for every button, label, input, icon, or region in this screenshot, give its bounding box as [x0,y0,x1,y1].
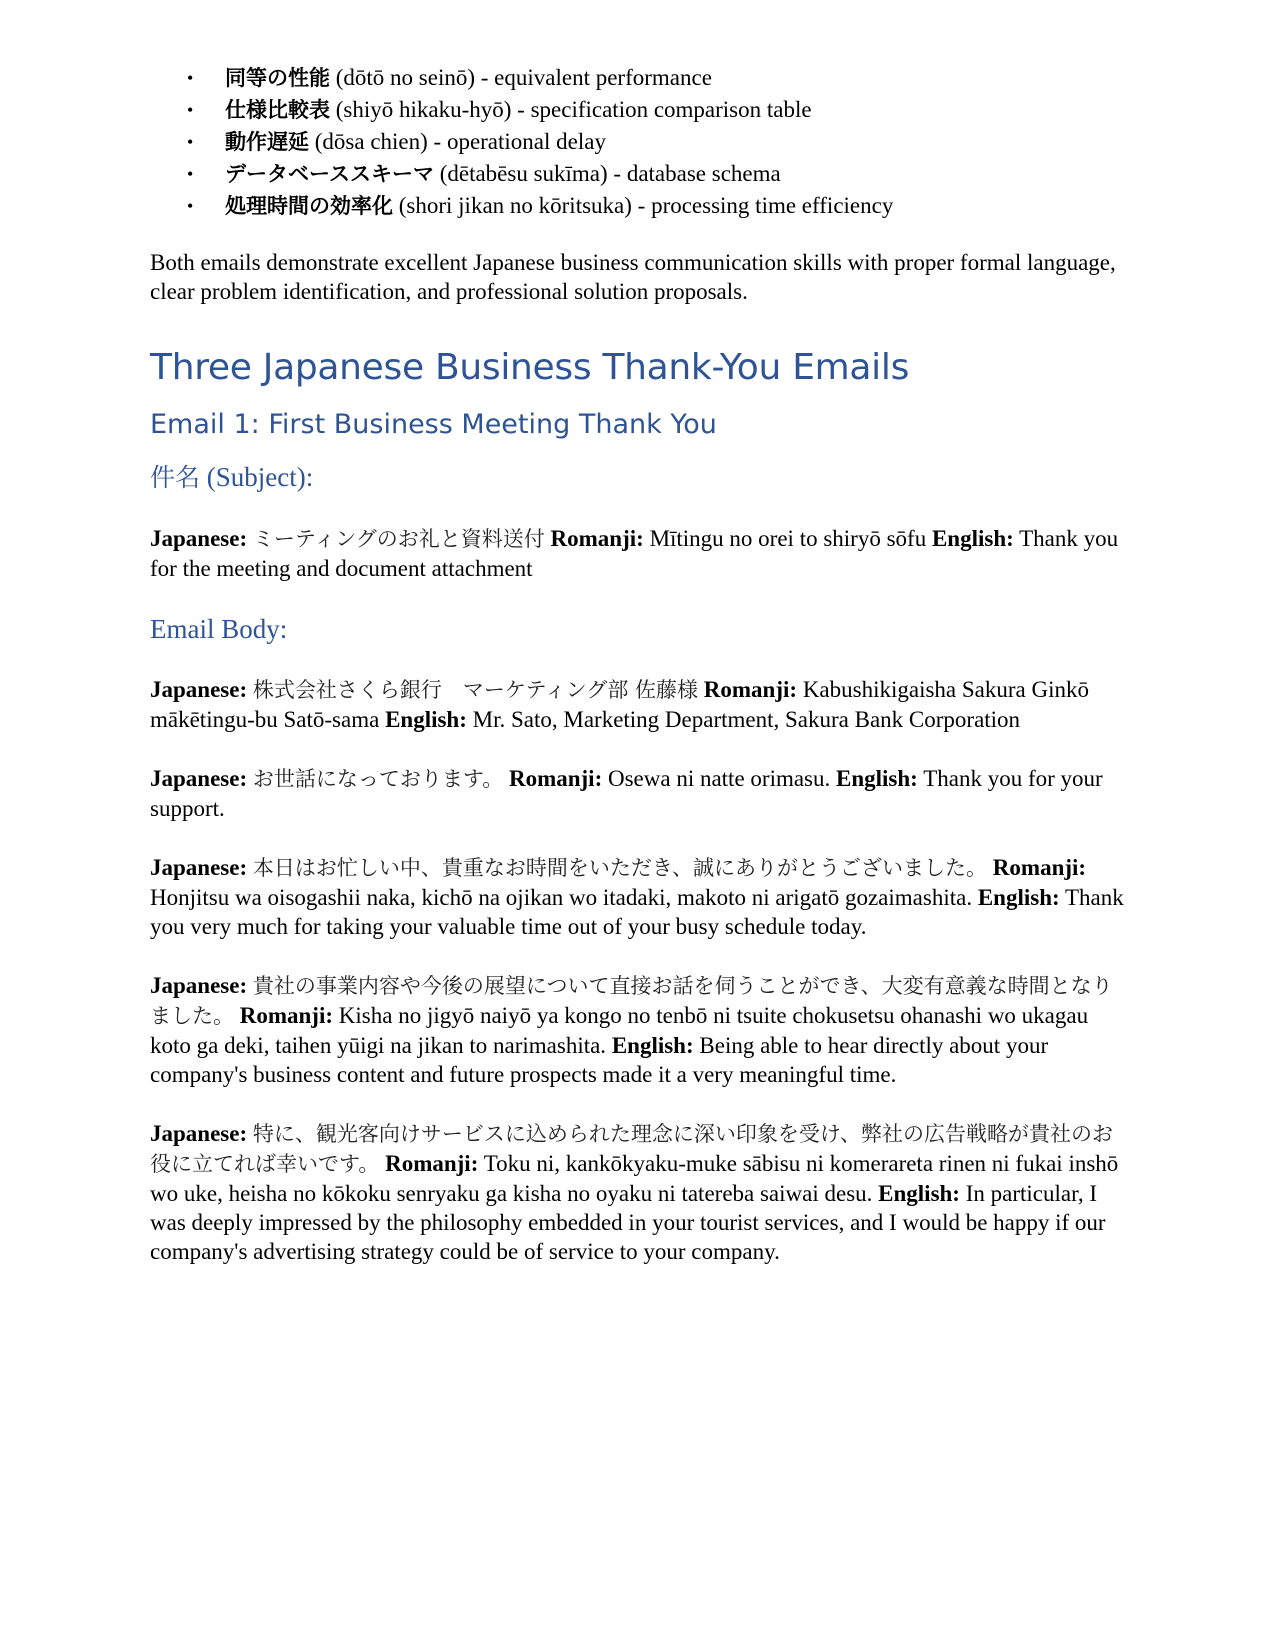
english-text: Being able to hear directly about your company's business content and future prospects made it a very meaningful time. [150,1033,1049,1087]
english-text: Mr. Sato, Marketing Department, Sakura Bank Corporation [472,707,1021,732]
romanji-label: Romanji: [385,1151,479,1176]
japanese-text: お世話になっております。 [252,767,504,791]
english-label: English: [878,1181,960,1206]
english-label: English: [385,707,467,732]
romanji-text: Kabushikigaisha Sakura Ginkō mākētingu-bu Satō-sama [150,677,1089,732]
japanese-text: ミーティングのお礼と資料送付 [252,527,545,551]
japanese-label: Japanese: [150,973,248,998]
japanese-label: Japanese: [150,1121,248,1146]
english-label: English: [836,766,918,791]
list-item [150,190,1125,222]
english-label: English: [931,526,1014,551]
vocab-term: 処理時間の効率化 [225,194,393,218]
english-label: English: [977,885,1060,910]
vocab-term: 動作遅延 [225,130,309,154]
english-text: Thank you very much for taking your valuable time out of your busy schedule today. [150,885,1124,939]
body-entry-5 [150,1119,1125,1266]
list-item [150,94,1125,126]
japanese-text: 特に、観光客向けサービスに込められた理念に深い印象を受け、弊社の広告戦略が貴社のお役に立てれば幸いです。 [150,1122,1114,1176]
vocab-term: 同等の性能 [225,66,330,90]
bullet-icon: • [187,132,194,152]
japanese-label: Japanese: [150,526,248,551]
vocab-definition: (dētabēsu sukīma) - database schema [433,161,781,186]
romanji-label: Romanji: [550,526,644,551]
body-entry-4 [150,971,1125,1089]
bullet-icon: • [187,100,194,120]
romanji-label: Romanji: [239,1003,334,1028]
document-page [150,62,1125,1266]
bullet-icon: • [187,164,194,184]
bullet-icon: • [187,68,194,88]
english-text: In particular, I was deeply impressed by the philosophy embedded in your tourist services, and I would be happy if our company's advertising strategy could be of service to your company. [150,1181,1106,1264]
subject-heading [150,457,1125,498]
vocab-term: データベーススキーマ [225,162,434,186]
subject-heading-en: (Subject): [200,462,314,492]
japanese-label: Japanese: [150,766,248,791]
body-entry-2 [150,764,1125,823]
body-entry-1 [150,675,1125,734]
subject-entry [150,524,1125,583]
subject-heading-jp: 件名 [150,463,201,492]
summary-paragraph: Both emails demonstrate excellent Japanese business communication skills with proper formal language, clear problem identification, and professional solution proposals. [150,250,1116,304]
japanese-label: Japanese: [150,677,248,702]
japanese-text: 株式会社さくら銀行 マーケティング部 佐藤様 [252,678,699,702]
bullet-icon: • [187,196,194,216]
vocab-definition: (dōtō no seinō) - equivalent performance [330,65,712,90]
vocabulary-list [150,62,1125,222]
email-1-heading: Email 1: First Business Meeting Thank You [150,409,717,440]
vocab-definition: (shori jikan no kōritsuka) - processing time efficiency [393,193,894,218]
list-item [150,126,1125,158]
japanese-text: 貴社の事業内容や今後の展望について直接お話を伺うことができ、大変有意義な時間となりました。 [150,974,1113,1028]
english-label: English: [611,1033,694,1058]
vocab-term: 仕様比較表 [225,98,330,122]
list-item [150,158,1125,190]
section-heading: Three Japanese Business Thank-You Emails [150,347,910,388]
romanji-text: Osewa ni natte orimasu. [607,766,831,791]
body-entry-3 [150,853,1125,941]
romanji-text: Toku ni, kankōkyaku-muke sābisu ni komerareta rinen ni fukai inshō wo uke, heisha no kōkoku senryaku ga kisha no oyaku ni tatereba saiwai desu. [150,1151,1119,1206]
romanji-text: Mītingu no orei to shiryō sōfu [649,526,927,551]
japanese-text: 本日はお忙しい中、貴重なお時間をいただき、誠にありがとうございました。 [252,856,988,880]
romanji-label: Romanji: [703,677,798,702]
romanji-label: Romanji: [992,855,1087,880]
english-text: Thank you for the meeting and document attachment [150,526,1119,581]
vocab-definition: (dōsa chien) - operational delay [309,129,606,154]
romanji-text: Kisha no jigyō naiyō ya kongo no tenbō ni tsuite chokusetsu ohanashi wo ukagau koto ga deki, taihen yūigi na jikan to narimashita. [150,1003,1089,1058]
vocab-definition: (shiyō hikaku-hyō) - specification comparison table [330,97,812,122]
japanese-label: Japanese: [150,855,248,880]
email-body-heading: Email Body: [150,614,288,644]
list-item [150,62,1125,94]
english-text: Thank you for your support. [150,766,1103,821]
romanji-label: Romanji: [508,766,603,791]
romanji-text: Honjitsu wa oisogashii naka, kichō na ojikan wo itadaki, makoto ni arigatō gozaimashita. [150,885,973,910]
